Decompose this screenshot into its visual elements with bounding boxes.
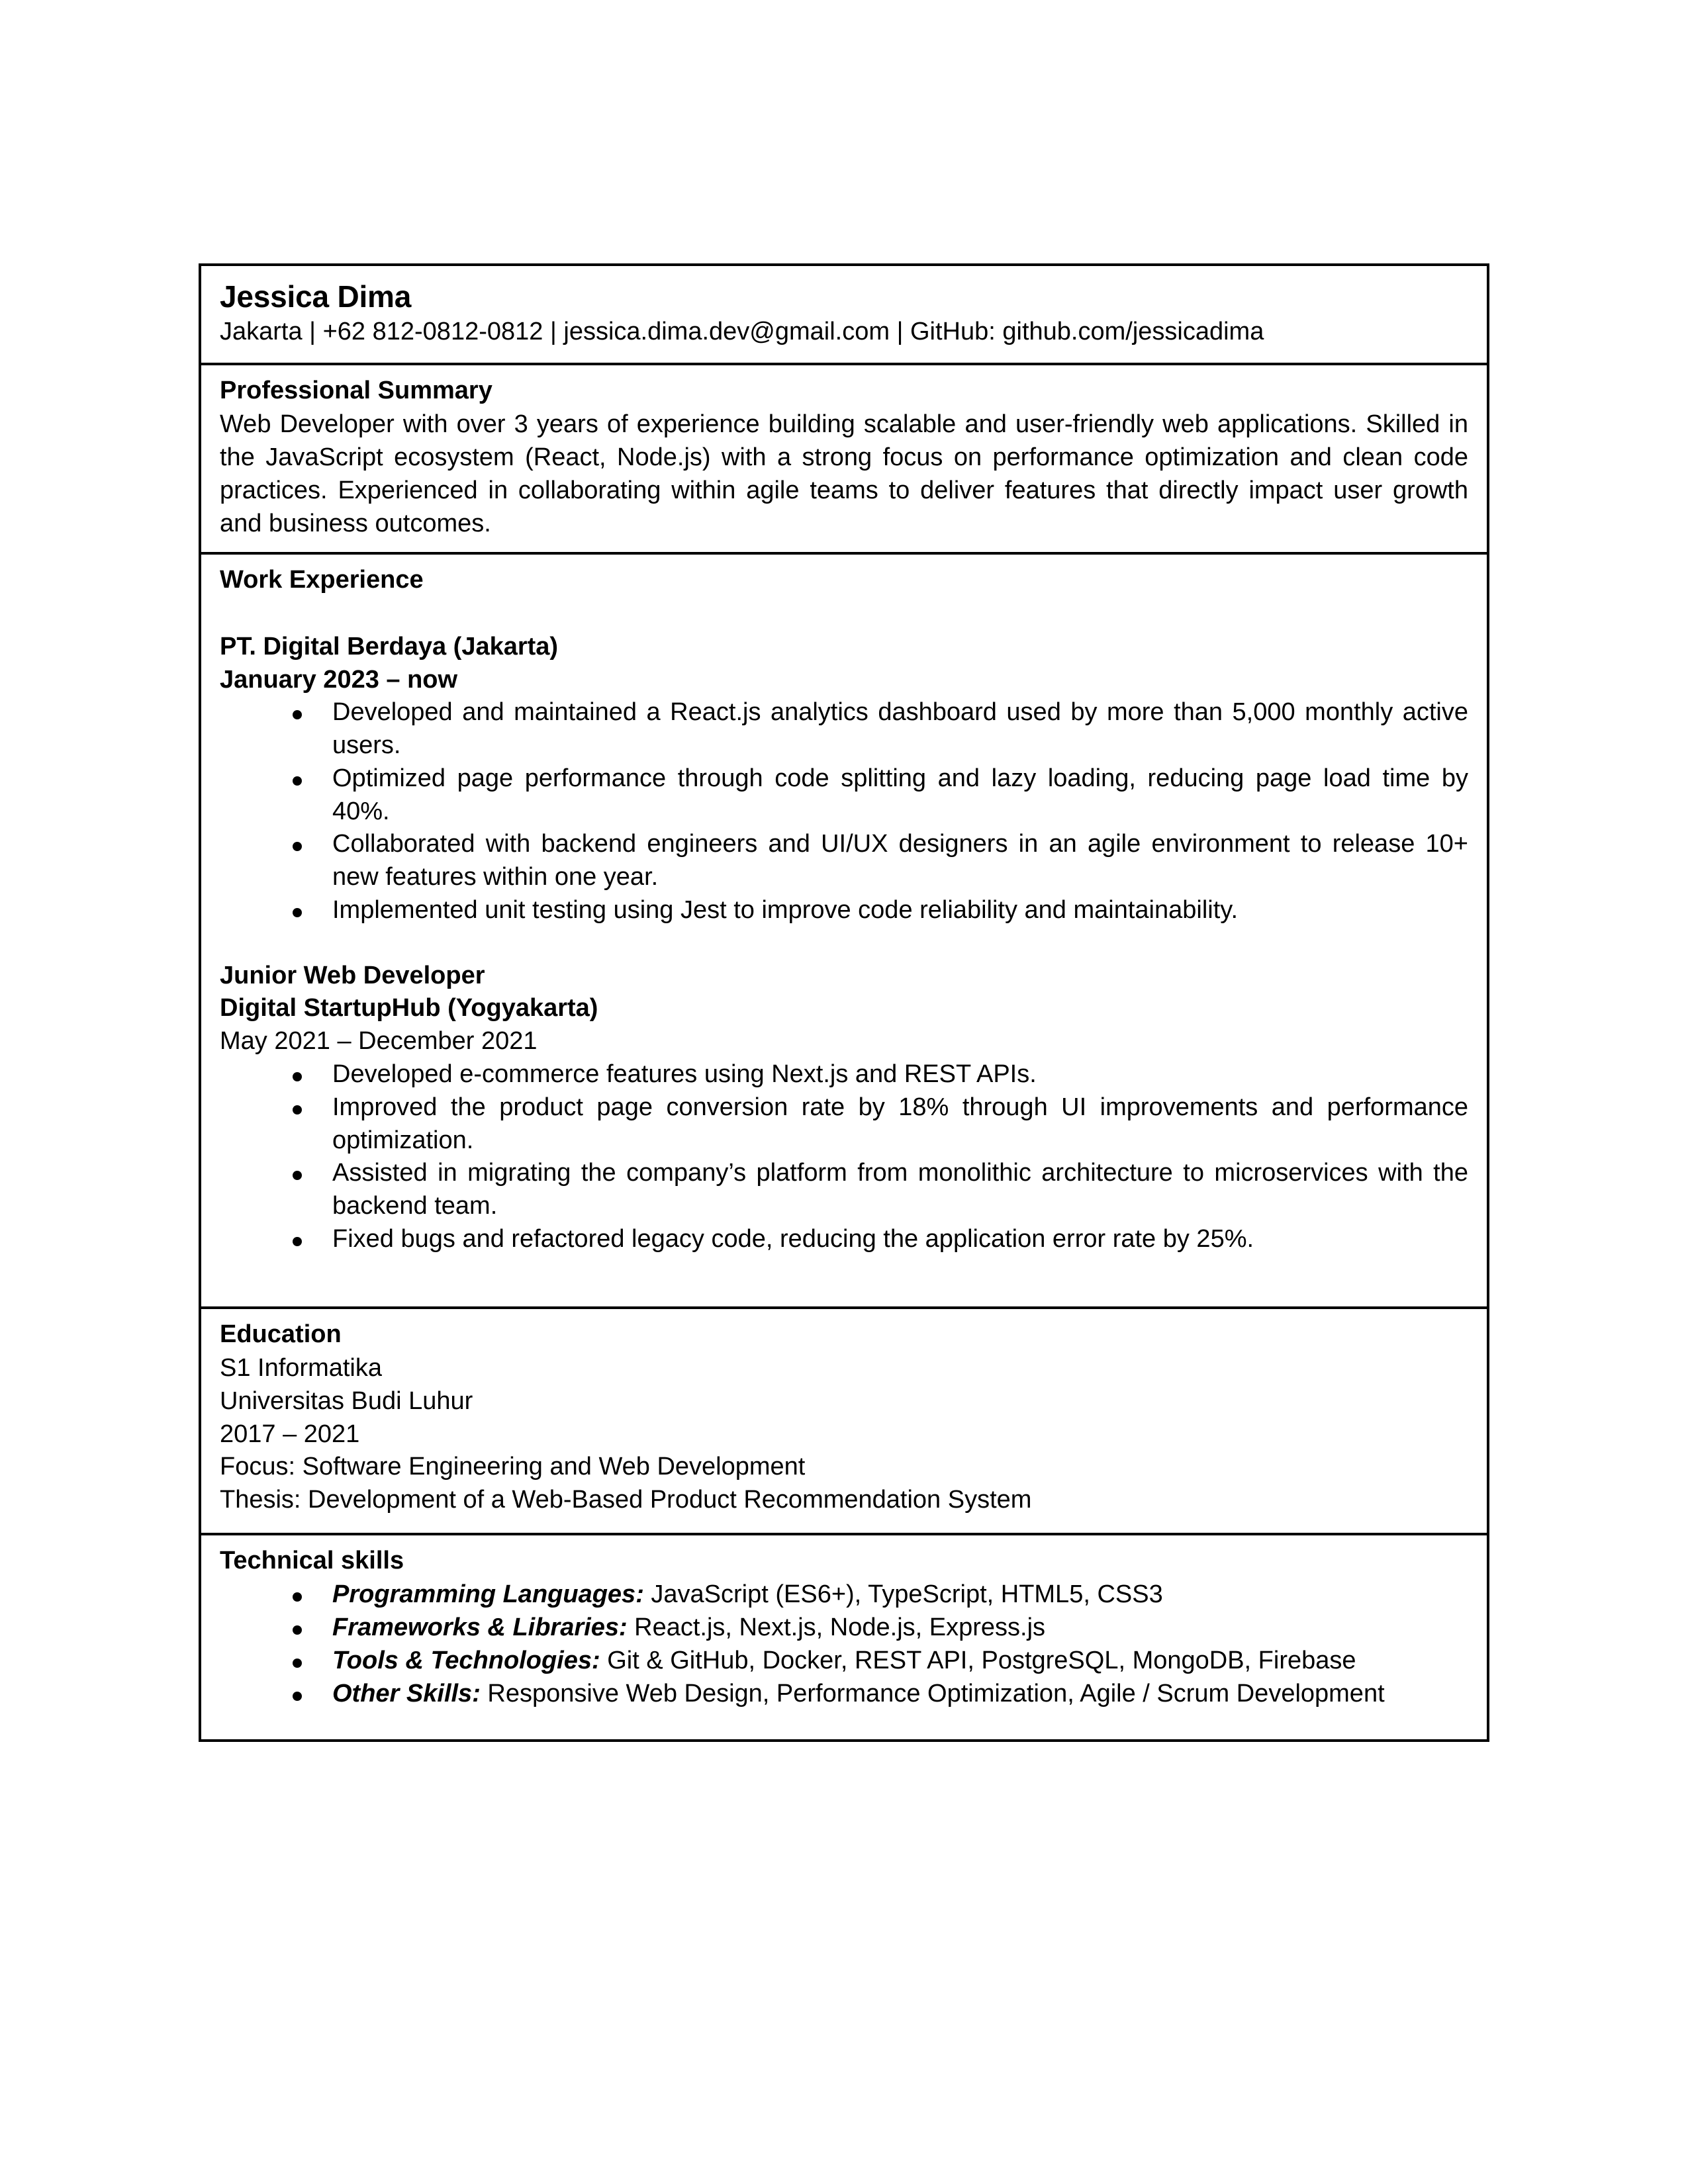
job-1-company: PT. Digital Berdaya (Jakarta) (220, 632, 559, 660)
list-item: Developed e-commerce features using Next.js and REST APIs. (220, 1058, 1468, 1091)
list-item: Optimized page performance through code splitting and lazy loading, reducing page load time by 40%. (220, 762, 1468, 829)
skill-label: Other Skills: (332, 1679, 481, 1707)
list-item (220, 1645, 1468, 1678)
skills-bullets (220, 1578, 1468, 1710)
skill-label: Programming Languages: (332, 1580, 644, 1609)
list-item: Improved the product page conversion rate by 18% through UI improvements and performance optimization. (220, 1091, 1468, 1158)
resume-table (199, 263, 1489, 1742)
job-2-dates: May 2021 – December 2021 (220, 1027, 538, 1056)
job-1-dates: January 2023 – now (220, 665, 458, 694)
summary-heading: Professional Summary (220, 376, 492, 404)
list-item: Fixed bugs and refactored legacy code, reducing the application error rate by 25%. (220, 1223, 1468, 1256)
skill-value: React.js, Next.js, Node.js, Express.js (627, 1613, 1046, 1641)
technical-skills-section (201, 1535, 1487, 1739)
list-item: Developed and maintained a React.js analytics dashboard used by more than 5,000 monthly active users. (220, 696, 1468, 762)
list-item (220, 1612, 1468, 1645)
job-entry-1 (220, 631, 1468, 927)
job-1-bullets (220, 696, 1468, 927)
job-entry-2 (220, 960, 1468, 1256)
job-2-company: Digital StartupHub (Yogyakarta) (220, 994, 598, 1023)
work-heading: Work Experience (220, 566, 424, 594)
list-item: Implemented unit testing using Jest to improve code reliability and maintainability. (220, 894, 1468, 927)
education-degree: S1 Informatika (220, 1354, 382, 1382)
list-item (220, 1678, 1468, 1711)
work-experience-section (201, 555, 1487, 1308)
skill-value: Git & GitHub, Docker, REST API, PostgreSQL, MongoDB, Firebase (600, 1646, 1356, 1674)
education-section (201, 1309, 1487, 1535)
education-heading: Education (220, 1320, 342, 1348)
list-item: Assisted in migrating the company’s platform from monolithic architecture to microservices with the backend team. (220, 1157, 1468, 1223)
job-2-title: Junior Web Developer (220, 961, 485, 989)
education-thesis: Thesis: Development of a Web-Based Product Recommendation System (220, 1486, 1032, 1514)
education-focus: Focus: Software Engineering and Web Development (220, 1453, 806, 1481)
skill-value: JavaScript (ES6+), TypeScript, HTML5, CSS3 (643, 1580, 1163, 1609)
education-school: Universitas Budi Luhur (220, 1387, 473, 1415)
candidate-name: Jessica Dima (220, 279, 412, 314)
skill-value: Responsive Web Design, Performance Optimization, Agile / Scrum Development (480, 1679, 1385, 1707)
summary-text: Web Developer with over 3 years of experience building scalable and user-friendly web applications. Skilled in the JavaScript ecosystem (React, Node.js) with a strong focus on performance optimization and clean code practices. Experienced in collaborating within agile teams to deliver features that directly impact user growth and business outcomes. (220, 410, 1468, 537)
list-item: Collaborated with backend engineers and UI/UX designers in an agile environment to release 10+ new features within one year. (220, 828, 1468, 894)
header-section (201, 266, 1487, 365)
list-item (220, 1578, 1468, 1612)
skills-heading: Technical skills (220, 1546, 404, 1574)
education-years: 2017 – 2021 (220, 1420, 360, 1448)
professional-summary-section (201, 365, 1487, 555)
education-details (220, 1352, 1468, 1517)
contact-line: Jakarta | +62 812-0812-0812 | jessica.dima.dev@gmail.com | GitHub: github.com/jessicadima (220, 318, 1264, 346)
job-gap-spacer (220, 927, 1468, 960)
skill-label: Frameworks & Libraries: (332, 1613, 628, 1641)
job-2-bullets (220, 1058, 1468, 1256)
work-heading-spacer (220, 598, 1468, 631)
skill-label: Tools & Technologies: (332, 1646, 600, 1674)
